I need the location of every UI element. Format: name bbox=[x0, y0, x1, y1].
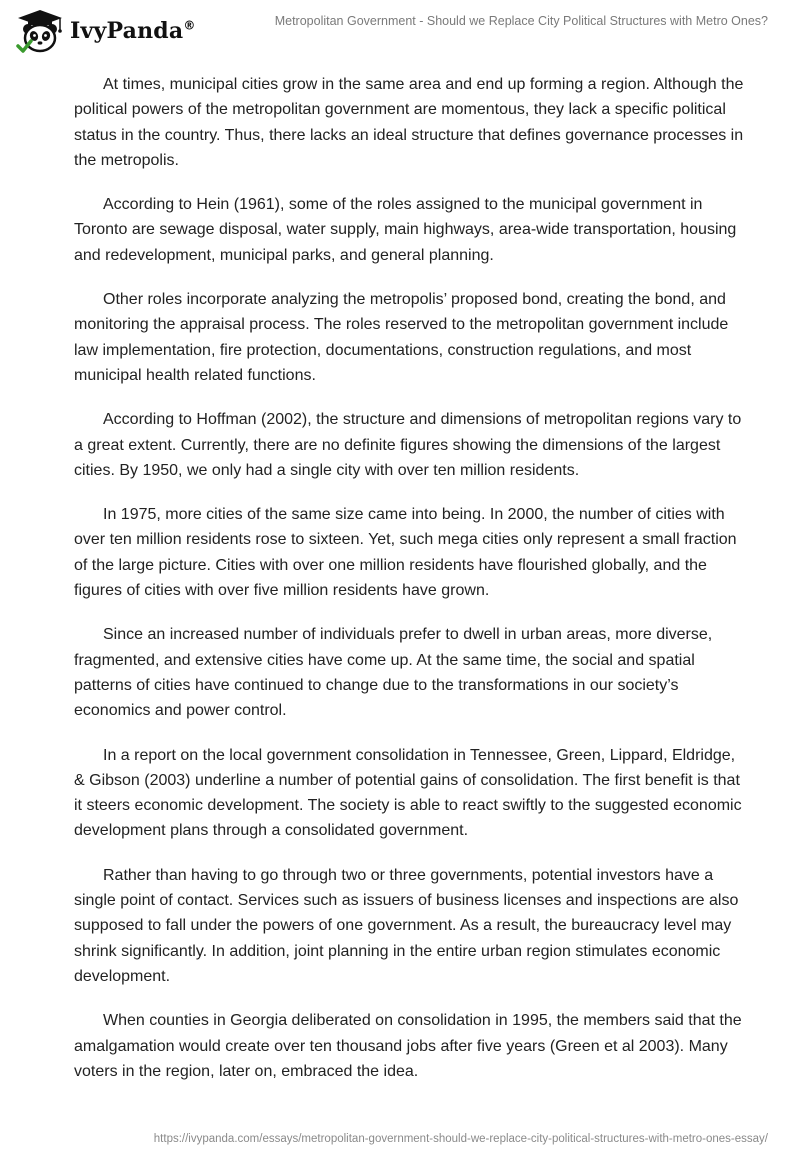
paragraph: According to Hoffman (2002), the structure and dimensions of metropolitan regions vary to a great extent. Currently, there are no definite figures showing the dimensions of the largest cities. By 1950, we only had a single city with over ten million residents. bbox=[74, 411, 742, 479]
essay-body bbox=[74, 72, 744, 1103]
paragraph: Since an increased number of individuals prefer to dwell in urban areas, more diverse, fragmented, and extensive cities have come up. At the same time, the social and spatial patterns of cities have continued to change due to the transformations in our society’s economics and power control. bbox=[74, 626, 713, 720]
registered-mark: ® bbox=[183, 18, 196, 33]
brand-name: IvyPanda® bbox=[70, 18, 196, 44]
paragraph: According to Hein (1961), some of the roles assigned to the municipal government in Toronto are sewage disposal, water supply, main highways, area-wide transportation, housing and redevelopment, municipal parks, and general planning. bbox=[74, 196, 737, 264]
source-url[interactable]: https://ivypanda.com/essays/metropolitan-government-should-we-replace-city-political-structures-with-metro-ones-essay/ bbox=[153, 1133, 768, 1145]
panda-graduation-cap-icon bbox=[16, 8, 64, 54]
paragraph: Other roles incorporate analyzing the metropolis’ proposed bond, creating the bond, and monitoring the appraisal process. The roles reserved to the metropolitan government include law implementation, fire protection, documentations, construction regulations, and most municipal health related functions. bbox=[74, 291, 729, 384]
paragraph: When counties in Georgia deliberated on consolidation in 1995, the members said that the amalgamation would create over ten thousand jobs after five years (Green et al 2003). Many voters in the region, later on, embraced the idea. bbox=[74, 1012, 742, 1080]
brand-logo[interactable] bbox=[16, 8, 196, 54]
paragraph: At times, municipal cities grow in the same area and end up forming a region. Although the political powers of the metropolitan government are momentous, they lack a specific political status in the country. Thus, there lacks an ideal structure that defines governance processes in the metropolis. bbox=[74, 76, 744, 169]
document-title: Metropolitan Government - Should we Replace City Political Structures with Metro Ones? bbox=[274, 14, 768, 28]
paragraph: In 1975, more cities of the same size came into being. In 2000, the number of cities with over ten million residents rose to sixteen. Yet, such mega cities only represent a small fraction of the large picture. Cities with over one million residents have flourished globally, and the figures of cities with over five million residents have grown. bbox=[74, 506, 737, 600]
paragraph: In a report on the local government consolidation in Tennessee, Green, Lippard, Eldridge, & Gibson (2003) underline a number of potential gains of consolidation. The first benefit is that it steers economic development. The society is able to react swiftly to the suggested economic development plans through a consolidated government. bbox=[74, 746, 742, 840]
paragraph: Rather than having to go through two or three governments, potential investors have a single point of contact. Services such as issuers of business licenses and inspections are also supposed to fall under the powers of one government. As a result, the bureaucracy level may shrink significantly. In addition, joint planning in the entire urban region stimulates economic development. bbox=[74, 866, 739, 985]
page-header bbox=[0, 0, 800, 60]
